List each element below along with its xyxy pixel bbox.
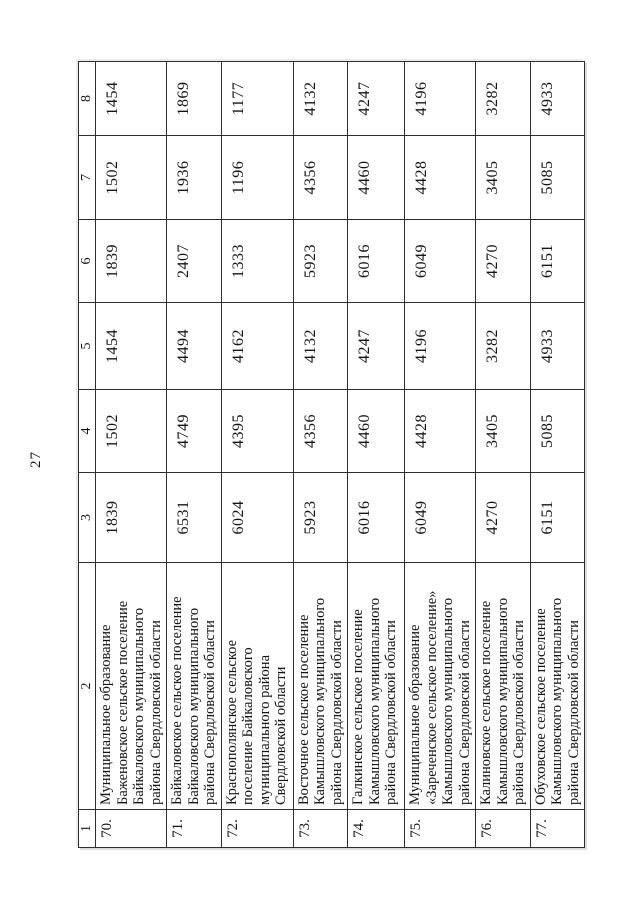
value-cell: 4270 (476, 473, 531, 563)
row-number-cell: 76. (476, 810, 531, 848)
settlements-table (78, 61, 585, 848)
settlement-name-cell: Галкинское сельское поселение Камышловского муниципального района Свердловской области (348, 563, 405, 810)
table-row (167, 62, 222, 848)
value-cell: 2407 (167, 220, 222, 303)
column-header: 5 (79, 303, 96, 390)
settlement-name-cell: Восточное сельское поселение Камышловского муниципального района Свердловской области (293, 563, 348, 810)
value-cell: 1196 (221, 136, 293, 220)
value-cell: 4162 (221, 303, 293, 390)
value-cell: 6049 (405, 220, 476, 303)
value-cell: 6016 (348, 473, 405, 563)
row-number-cell: 73. (293, 810, 348, 848)
value-cell: 1502 (96, 390, 167, 473)
value-cell: 5923 (293, 220, 348, 303)
value-cell: 4356 (293, 136, 348, 220)
settlement-name-cell: Обуховское сельское поселение Камышловского муниципального района Свердловской области (530, 563, 585, 810)
value-cell: 4749 (167, 390, 222, 473)
table-row (96, 62, 167, 848)
table-row (530, 62, 585, 848)
column-header: 6 (79, 220, 96, 303)
settlement-name-cell: Краснополянское сельское поселение Байкаловского муниципального района Свердловской области (221, 563, 293, 810)
value-cell: 4247 (348, 62, 405, 136)
table-row (293, 62, 348, 848)
value-cell: 6024 (221, 473, 293, 563)
value-cell: 4395 (221, 390, 293, 473)
settlement-name-cell: Муниципальное образование «Зареченское сельское поселение» Камышловского муниципального района Свердловской области (405, 563, 476, 810)
value-cell: 4428 (405, 136, 476, 220)
row-number-cell: 77. (530, 810, 585, 848)
header-row (79, 62, 96, 848)
value-cell: 3405 (476, 390, 531, 473)
value-cell: 4132 (293, 303, 348, 390)
value-cell: 1454 (96, 62, 167, 136)
table-row (221, 62, 293, 848)
value-cell: 3282 (476, 62, 531, 136)
value-cell: 5085 (530, 390, 585, 473)
value-cell: 1839 (96, 220, 167, 303)
value-cell: 4494 (167, 303, 222, 390)
column-header: 3 (79, 473, 96, 563)
value-cell: 4270 (476, 220, 531, 303)
value-cell: 4933 (530, 62, 585, 136)
value-cell: 4933 (530, 303, 585, 390)
value-cell: 6151 (530, 473, 585, 563)
value-cell: 6049 (405, 473, 476, 563)
row-number-cell: 70. (96, 810, 167, 848)
value-cell: 4196 (405, 62, 476, 136)
value-cell: 6151 (530, 220, 585, 303)
value-cell: 4460 (348, 136, 405, 220)
value-cell: 4196 (405, 303, 476, 390)
row-number-cell: 75. (405, 810, 476, 848)
value-cell: 1502 (96, 136, 167, 220)
column-header: 2 (79, 563, 96, 810)
value-cell: 6531 (167, 473, 222, 563)
column-header: 7 (79, 136, 96, 220)
value-cell: 4428 (405, 390, 476, 473)
value-cell: 4356 (293, 390, 348, 473)
value-cell: 3282 (476, 303, 531, 390)
value-cell: 6016 (348, 220, 405, 303)
value-cell: 5923 (293, 473, 348, 563)
value-cell: 4247 (348, 303, 405, 390)
column-header: 8 (79, 62, 96, 136)
value-cell: 1936 (167, 136, 222, 220)
value-cell: 1869 (167, 62, 222, 136)
value-cell: 3405 (476, 136, 531, 220)
value-cell: 1454 (96, 303, 167, 390)
settlement-name-cell: Муниципальное образование Баженовское сельское поселение Байкаловского муниципального района Свердловской области (96, 563, 167, 810)
page-number: 27 (28, 451, 44, 468)
value-cell: 4132 (293, 62, 348, 136)
value-cell: 1177 (221, 62, 293, 136)
table-row (405, 62, 476, 848)
value-cell: 1333 (221, 220, 293, 303)
row-number-cell: 74. (348, 810, 405, 848)
column-header: 1 (79, 810, 96, 848)
row-number-cell: 72. (221, 810, 293, 848)
settlement-name-cell: Калиновское сельское поселение Камышловского муниципального района Свердловской области (476, 563, 531, 810)
row-number-cell: 71. (167, 810, 222, 848)
settlement-name-cell: Байкаловское сельское поселение Байкаловского муниципального района Свердловской области (167, 563, 222, 810)
value-cell: 5085 (530, 136, 585, 220)
value-cell: 4460 (348, 390, 405, 473)
column-header: 4 (79, 390, 96, 473)
value-cell: 1839 (96, 473, 167, 563)
table-row (476, 62, 531, 848)
table-row (348, 62, 405, 848)
